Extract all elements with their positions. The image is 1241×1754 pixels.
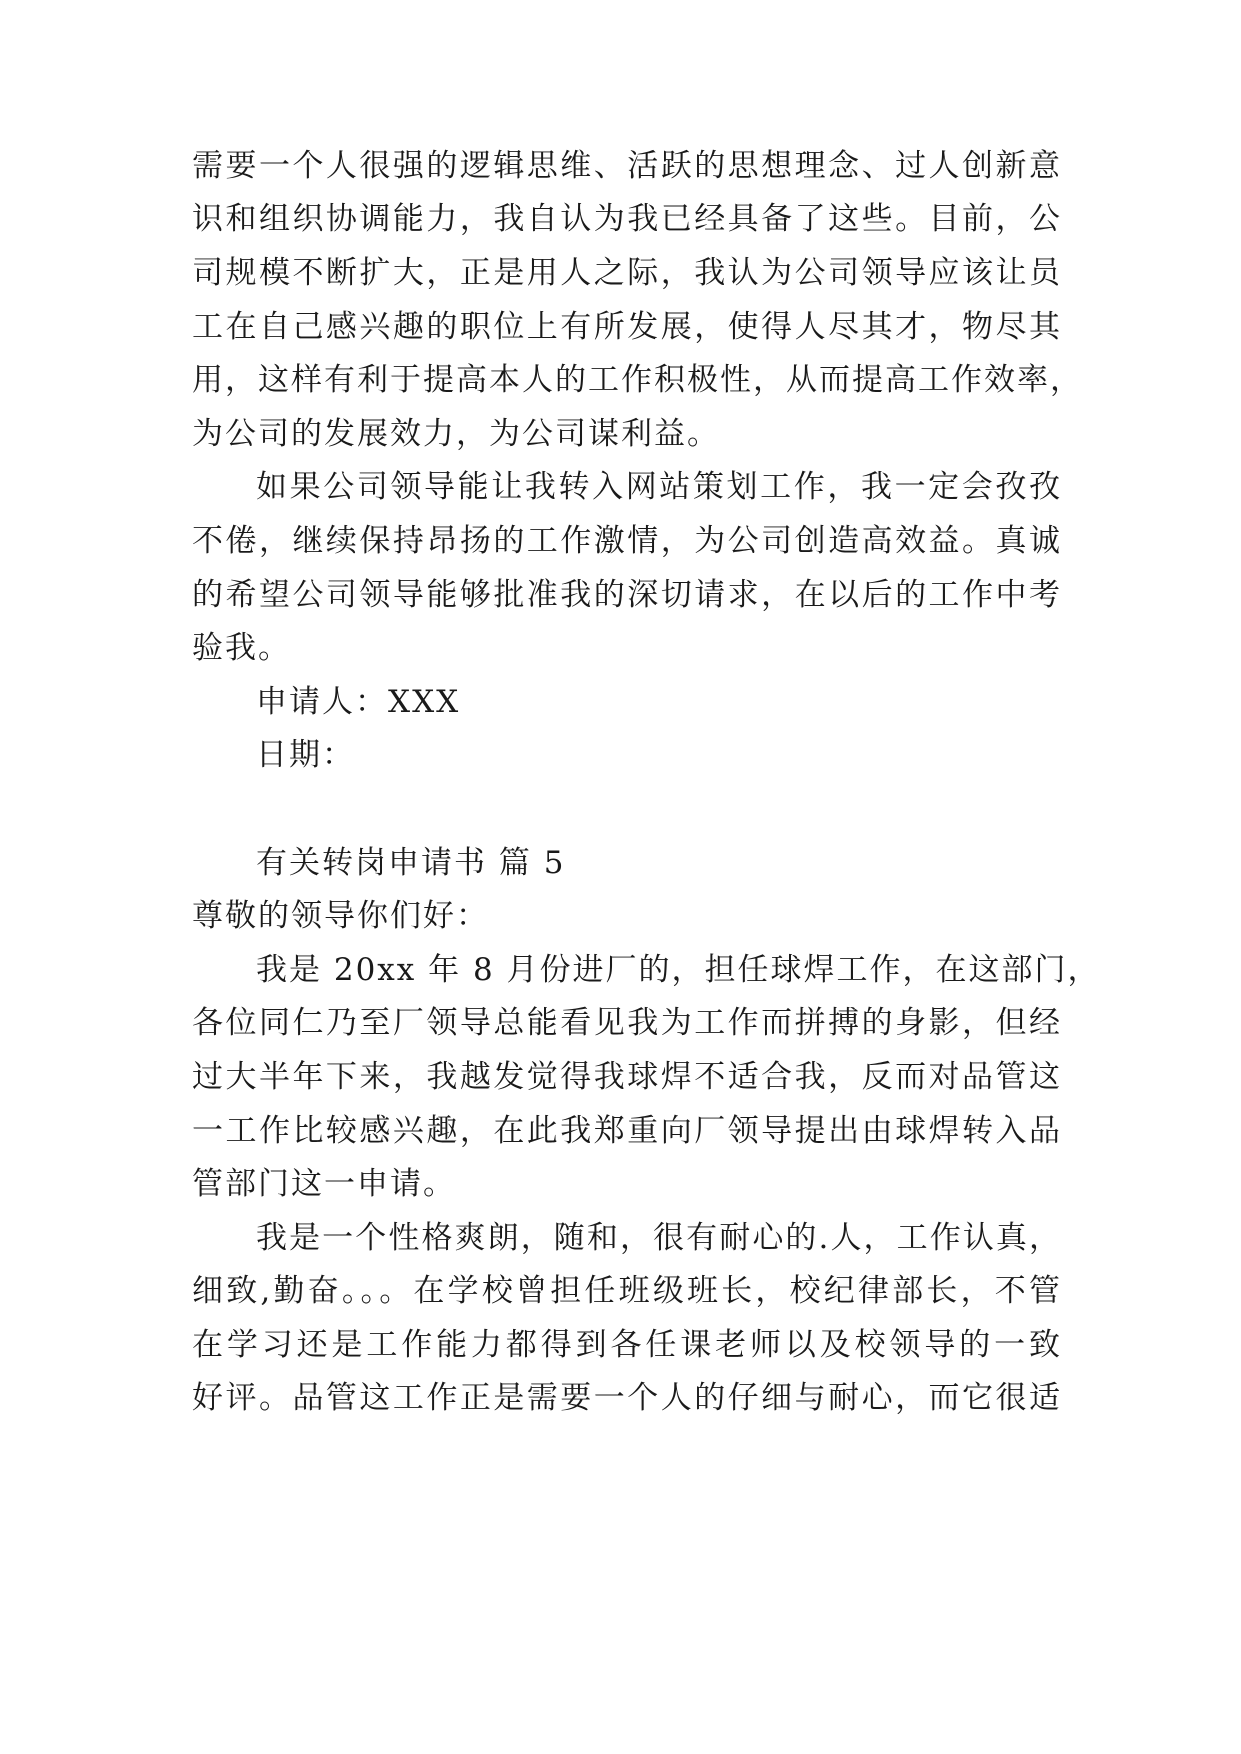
text-line: 我是 20xx 年 8 月份进厂的，担任球焊工作，在这部门， xyxy=(256,952,1101,988)
text-line: 在学习还是工作能力都得到各任课老师以及校领导的一致 xyxy=(192,1327,1062,1363)
text-line: 不倦，继续保持昂扬的工作激情，为公司创造高效益。真诚 xyxy=(192,523,1062,559)
text-line: 司规模不断扩大，正是用人之际，我认为公司领导应该让员 xyxy=(192,255,1062,291)
text-line: 过大半年下来，我越发觉得我球焊不适合我，反而对品管这 xyxy=(192,1059,1062,1095)
text-line: 各位同仁乃至厂领导总能看见我为工作而拼搏的身影，但经 xyxy=(192,1005,1062,1041)
greeting: 尊敬的领导你们好： xyxy=(192,898,489,934)
text-line: 如果公司领导能让我转入网站策划工作，我一定会孜孜 xyxy=(256,469,1062,505)
text-line: 我是一个性格爽朗，随和，很有耐心的.人，工作认真， xyxy=(256,1220,1062,1256)
applicant-line: 申请人：XXX xyxy=(256,684,461,720)
text-line: 好评。品管这工作正是需要一个人的仔细与耐心，而它很适 xyxy=(192,1380,1062,1416)
text-line: 管部门这一申请。 xyxy=(192,1166,456,1202)
text-line: 的希望公司领导能够批准我的深切请求，在以后的工作中考 xyxy=(192,577,1062,613)
text-line: 一工作比较感兴趣，在此我郑重向厂领导提出由球焊转入品 xyxy=(192,1113,1062,1149)
section-title: 有关转岗申请书 篇 5 xyxy=(256,845,566,881)
text-line: 用，这样有利于提高本人的工作积极性，从而提高工作效率， xyxy=(192,362,1083,398)
text-line: 为公司的发展效力，为公司谋利益。 xyxy=(192,416,720,452)
text-line: 细致,勤奋。。。在学校曾担任班级班长，校纪律部长，不管 xyxy=(192,1273,1062,1309)
text-line: 工在自己感兴趣的职位上有所发展，使得人尽其才，物尽其 xyxy=(192,309,1062,345)
text-line: 识和组织协调能力，我自认为我已经具备了这些。目前，公 xyxy=(192,201,1062,237)
text-line: 需要一个人很强的逻辑思维、活跃的思想理念、过人创新意 xyxy=(192,148,1062,184)
text-line: 验我。 xyxy=(192,630,291,666)
date-line: 日期： xyxy=(256,737,355,773)
